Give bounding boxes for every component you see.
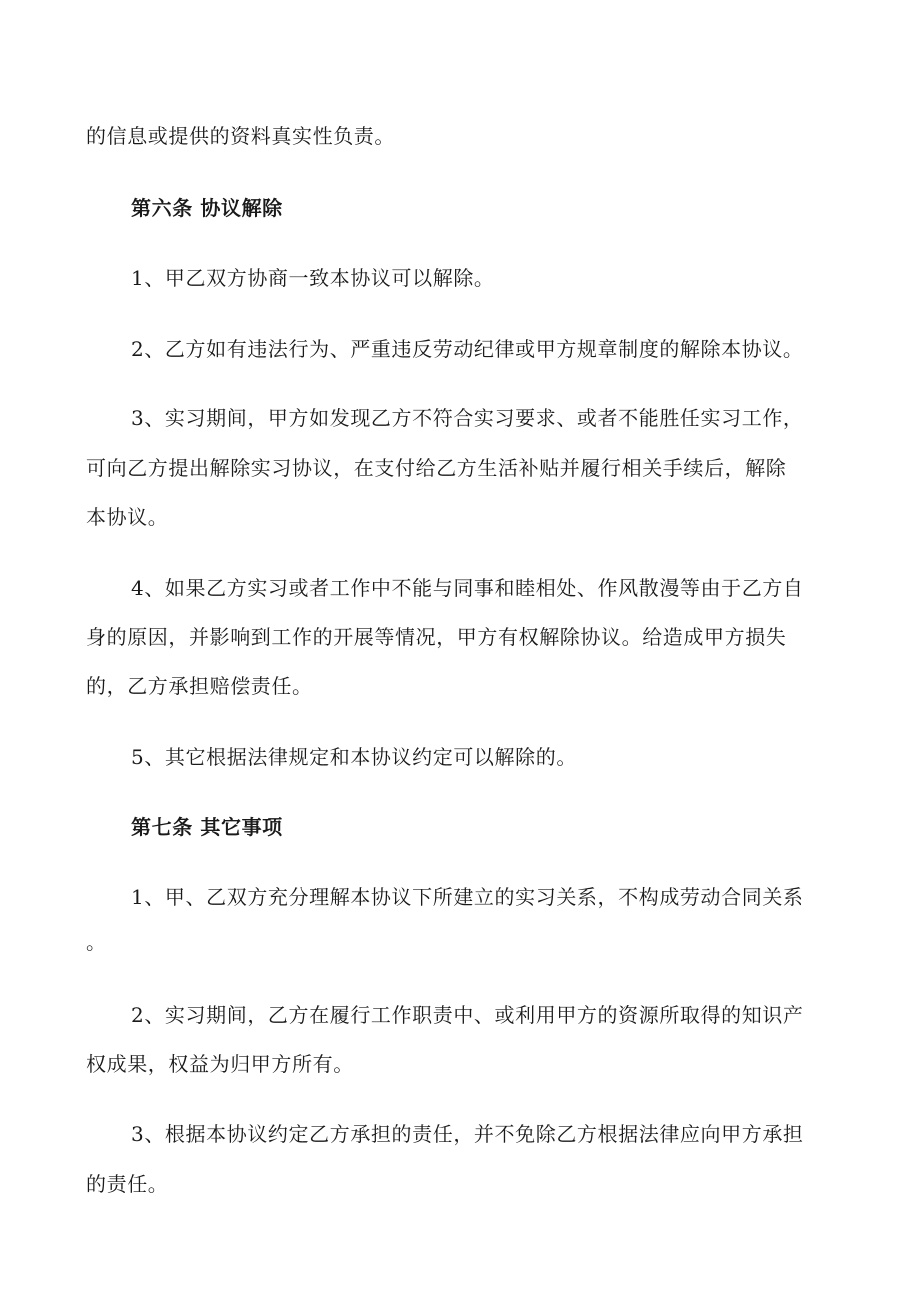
paragraph-line: 。: [86, 930, 107, 954]
paragraph-line: 2、乙方如有违法行为、严重违反劳动纪律或甲方规章制度的解除本协议。: [131, 337, 804, 361]
paragraph-line: 3、实习期间，甲方如发现乙方不符合实习要求、或者不能胜任实习工作，: [131, 406, 804, 430]
paragraph-line: 3、根据本协议约定乙方承担的责任，并不免除乙方根据法律应向甲方承担: [131, 1122, 804, 1146]
paragraph-line: 5、其它根据法律规定和本协议约定可以解除的。: [131, 745, 577, 769]
paragraph-line: 的信息或提供的资料真实性负责。: [86, 124, 395, 148]
paragraph-line: 本协议。: [86, 505, 169, 529]
paragraph-line: 可向乙方提出解除实习协议，在支付给乙方生活补贴并履行相关手续后，解除: [86, 456, 787, 480]
paragraph-line: 1、甲、乙双方充分理解本协议下所建立的实习关系，不构成劳动合同关系: [131, 885, 804, 909]
paragraph-line: 的责任。: [86, 1172, 169, 1196]
section-heading-7: 第七条 其它事项: [131, 815, 283, 839]
paragraph-line: 的，乙方承担赔偿责任。: [86, 674, 313, 698]
paragraph-line: 权成果，权益为归甲方所有。: [86, 1052, 354, 1076]
paragraph-line: 1、甲乙双方协商一致本协议可以解除。: [131, 266, 495, 290]
paragraph-line: 2、实习期间，乙方在履行工作职责中、或利用甲方的资源所取得的知识产: [131, 1003, 804, 1027]
paragraph-line: 身的原因，并影响到工作的开展等情况，甲方有权解除协议。给造成甲方损失: [86, 625, 787, 649]
paragraph-line: 4、如果乙方实习或者工作中不能与同事和睦相处、作风散漫等由于乙方自: [131, 576, 804, 600]
section-heading-6: 第六条 协议解除: [131, 196, 283, 220]
